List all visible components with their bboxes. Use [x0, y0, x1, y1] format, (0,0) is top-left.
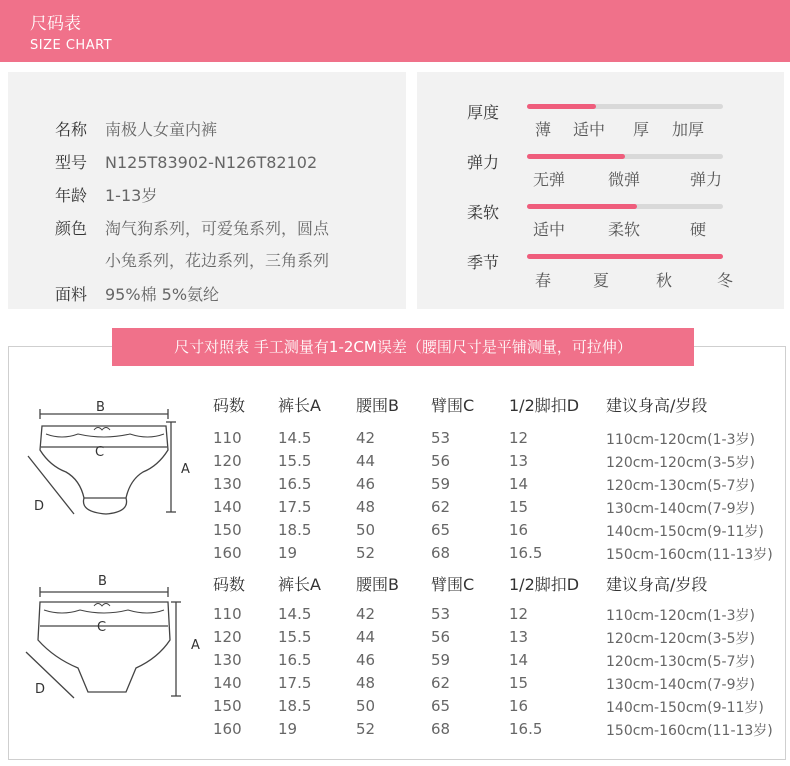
table-cell: 16: [509, 697, 529, 715]
header-bar: [0, 0, 790, 62]
table-cell: 13: [509, 628, 529, 646]
table-cell: 16.5: [509, 544, 543, 562]
table-cell: 120: [213, 452, 242, 470]
table-cell: 120cm-120cm(3-5岁): [606, 631, 755, 647]
info-row: [55, 183, 157, 206]
table-header: 臂围C: [431, 396, 475, 415]
info-value: N125T83902-N126T82102: [105, 153, 318, 172]
table-cell: 120cm-130cm(5-7岁): [606, 478, 755, 494]
table-header: 腰围B: [356, 575, 399, 594]
table-cell: 44: [356, 628, 376, 646]
table-cell: 62: [431, 498, 451, 516]
page-title: 尺码表: [30, 14, 81, 34]
diagram-label-a: A: [181, 462, 190, 477]
table-header: 1/2脚扣D: [509, 575, 580, 594]
attribute-option: 冬: [717, 271, 734, 290]
table-cell: 59: [431, 651, 451, 669]
table-cell: 150: [213, 521, 242, 539]
table-cell: 42: [356, 605, 376, 623]
table-header: 码数: [213, 575, 246, 594]
table-cell: 15.5: [278, 452, 312, 470]
table-cell: 13: [509, 452, 529, 470]
table-cell: 56: [431, 628, 451, 646]
attribute-option: 弹力: [690, 170, 723, 189]
attribute-option: 夏: [593, 271, 610, 290]
diagram-label-c: C: [97, 620, 107, 635]
table-cell: 140cm-150cm(9-11岁): [606, 524, 764, 540]
info-value: 南极人女童内裤: [105, 120, 218, 139]
table-cell: 110: [213, 605, 242, 623]
info-value: 95%棉 5%氨纶: [105, 285, 220, 304]
attribute-level-fill: [527, 204, 637, 209]
table-cell: 48: [356, 498, 376, 516]
attribute-option: 秋: [656, 271, 673, 290]
table-cell: 16: [509, 521, 529, 539]
table-cell: 150: [213, 697, 242, 715]
table-cell: 16.5: [278, 475, 312, 493]
table-cell: 110cm-120cm(1-3岁): [606, 608, 755, 624]
table-cell: 14.5: [278, 429, 312, 447]
size-table-banner: 尺寸对照表 手工测量有1-2CM误差（腰围尺寸是平铺测量，可拉伸）: [112, 328, 694, 366]
table-cell: 14.5: [278, 605, 312, 623]
table-header: 码数: [213, 396, 246, 415]
table-header: 裤长A: [278, 396, 321, 415]
attribute-level-track: [527, 154, 723, 159]
attribute-option: 适中: [573, 120, 606, 139]
diagram-label-d: D: [35, 682, 46, 697]
table-cell: 46: [356, 651, 376, 669]
attribute-level-track: [527, 204, 723, 209]
table-cell: 19: [278, 720, 298, 738]
table-cell: 18.5: [278, 521, 312, 539]
page-subtitle: SIZE CHART: [30, 38, 113, 53]
table-cell: 59: [431, 475, 451, 493]
table-cell: 130cm-140cm(7-9岁): [606, 677, 755, 693]
table-header: 腰围B: [356, 396, 399, 415]
attribute-option: 加厚: [672, 120, 705, 139]
attribute-option: 柔软: [608, 220, 641, 239]
attribute-option: 薄: [535, 120, 552, 139]
attribute-name: 弹力: [467, 153, 500, 172]
table-cell: 160: [213, 544, 242, 562]
info-row: [55, 150, 317, 173]
table-cell: 48: [356, 674, 376, 692]
attribute-option: 微弹: [608, 170, 641, 189]
attribute-name: 柔软: [467, 203, 500, 222]
table-cell: 16.5: [278, 651, 312, 669]
table-cell: 130: [213, 475, 242, 493]
table-header: 1/2脚扣D: [509, 396, 580, 415]
table-cell: 160: [213, 720, 242, 738]
info-row: [55, 282, 219, 305]
diagram-label-c: C: [95, 445, 105, 460]
info-label: 颜色: [55, 219, 88, 238]
table-cell: 130: [213, 651, 242, 669]
table-cell: 14: [509, 475, 529, 493]
table-header: 建议身高/岁段: [606, 575, 708, 594]
attribute-level-fill: [527, 154, 625, 159]
table-cell: 15: [509, 498, 529, 516]
attribute-level-track: [527, 104, 723, 109]
info-value: 淘气狗系列，可爱兔系列，圆点: [105, 219, 330, 238]
table-cell: 12: [509, 429, 529, 447]
table-cell: 17.5: [278, 674, 312, 692]
attribute-name: 厚度: [467, 103, 500, 122]
attribute-option: 硬: [690, 220, 707, 239]
table-cell: 53: [431, 605, 451, 623]
table-cell: 68: [431, 544, 451, 562]
table-cell: 42: [356, 429, 376, 447]
attribute-option: 适中: [533, 220, 566, 239]
table-cell: 140: [213, 674, 242, 692]
table-cell: 65: [431, 521, 451, 539]
table-cell: 50: [356, 697, 376, 715]
table-cell: 150cm-160cm(11-13岁): [606, 547, 773, 563]
table-header: 臂围C: [431, 575, 475, 594]
info-label: 名称: [55, 120, 88, 139]
diagram-label-d: D: [34, 499, 45, 514]
table-cell: 44: [356, 452, 376, 470]
info-label: 型号: [55, 153, 88, 172]
diagram-label-a: A: [191, 638, 200, 653]
table-cell: 120cm-120cm(3-5岁): [606, 455, 755, 471]
table-cell: 110: [213, 429, 242, 447]
attribute-level-track: [527, 254, 723, 259]
table-cell: 12: [509, 605, 529, 623]
info-label: 面料: [55, 285, 88, 304]
table-cell: 15: [509, 674, 529, 692]
table-cell: 56: [431, 452, 451, 470]
table-cell: 52: [356, 720, 376, 738]
table-cell: 17.5: [278, 498, 312, 516]
table-cell: 62: [431, 674, 451, 692]
attribute-level-fill: [527, 254, 723, 259]
table-cell: 52: [356, 544, 376, 562]
table-cell: 46: [356, 475, 376, 493]
info-row: [55, 248, 329, 271]
table-cell: 120cm-130cm(5-7岁): [606, 654, 755, 670]
info-label: 年龄: [55, 186, 88, 205]
info-row: [55, 117, 217, 140]
info-value: 小兔系列，花边系列，三角系列: [105, 251, 330, 270]
table-cell: 15.5: [278, 628, 312, 646]
table-header: 建议身高/岁段: [606, 396, 708, 415]
table-cell: 50: [356, 521, 376, 539]
table-cell: 140cm-150cm(9-11岁): [606, 700, 764, 716]
table-cell: 18.5: [278, 697, 312, 715]
table-cell: 120: [213, 628, 242, 646]
info-value: 1-13岁: [105, 186, 158, 205]
table-cell: 140: [213, 498, 242, 516]
table-cell: 130cm-140cm(7-9岁): [606, 501, 755, 517]
briefs-diagram: [18, 400, 193, 530]
table-cell: 14: [509, 651, 529, 669]
attribute-name: 季节: [467, 253, 500, 272]
attribute-option: 无弹: [533, 170, 566, 189]
table-cell: 110cm-120cm(1-3岁): [606, 432, 755, 448]
table-cell: 16.5: [509, 720, 543, 738]
attribute-level-fill: [527, 104, 596, 109]
table-cell: 68: [431, 720, 451, 738]
diagram-label-b: B: [96, 400, 105, 415]
table-cell: 150cm-160cm(11-13岁): [606, 723, 773, 739]
table-cell: 19: [278, 544, 298, 562]
diagram-label-b: B: [98, 574, 107, 589]
attribute-option: 厚: [633, 120, 650, 139]
table-header: 裤长A: [278, 575, 321, 594]
table-cell: 65: [431, 697, 451, 715]
attribute-option: 春: [535, 271, 552, 290]
table-cell: 53: [431, 429, 451, 447]
info-row: [55, 216, 329, 239]
